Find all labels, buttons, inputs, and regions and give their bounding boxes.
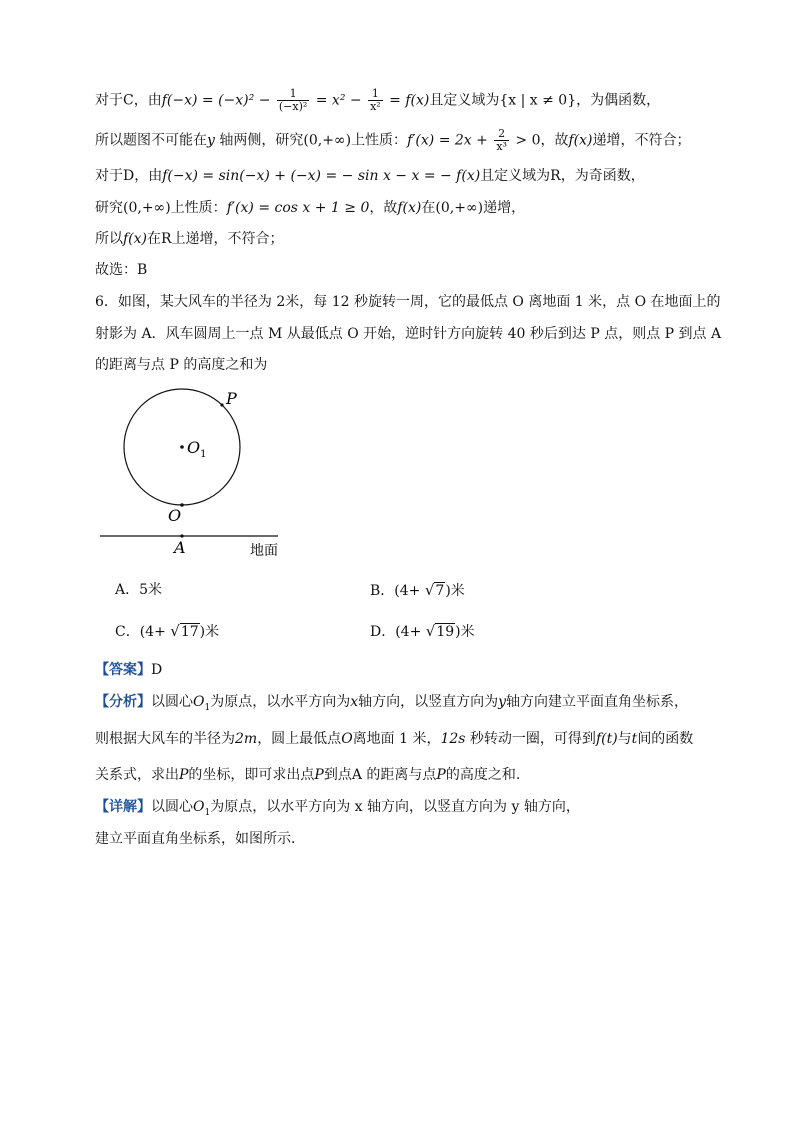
label-a: A — [174, 538, 186, 557]
label-p: P — [226, 389, 237, 408]
option-d: D．(4+ √19)米 — [370, 622, 475, 640]
detail-tag: 【详解】 — [95, 799, 151, 815]
analysis-line-1: 【分析】以圆心$O_1$为原点，以水平方向为x轴方向，以竖直方向为y轴方向建立平面直角坐标系， — [95, 694, 689, 713]
solution-choice: 故选：B — [95, 262, 148, 278]
question-6-line-2: 射影为 A．风车圆周上一点 M 从最低点 O 开始，逆时针方向旋转 40 秒后到达 P 点，则点 P 到点 A — [95, 326, 722, 342]
option-b: B．(4+ √7)米 — [370, 581, 465, 599]
answer-tag: 【答案】 — [95, 662, 151, 678]
analysis-line-3: 关系式，求出P的坐标，即可求出点P到点A 的距离与点P的高度之和. — [95, 767, 521, 783]
fraction: $\frac{2}{\text{x³}}$ — [496, 127, 507, 153]
solution-line-d-2: 研究(0,+∞)上性质：f′(x) = cos x + 1 ≥ 0，故f(x)在(0,+∞)递增， — [95, 200, 526, 216]
label-o1: $O_1$ — [187, 438, 207, 460]
answer-line — [95, 660, 162, 680]
center-dot — [180, 445, 184, 449]
solution-line-conclusion: 所以f(x)在R上递增，不符合； — [95, 231, 284, 247]
solution-line-d: 对于D，由f(−x) = sin(−x) + (−x) = − sin x − x = − f(x)且定义域为R，为奇函数， — [95, 168, 645, 184]
option-a: A．5米 — [115, 582, 163, 598]
label-ground: 地面 — [250, 543, 278, 559]
fraction: $\frac{1}{\text{(−x)²}}$ — [278, 87, 308, 113]
answer-value: D — [151, 662, 163, 678]
solution-line-c: 对于C，由f(−x) = (−x)² − $\frac{1}{\text{(−x)²}}$ = x² − $\frac{1}{\text{x²}}$ = f(x)且定义域为{x | x ≠ 0}，为偶函数， — [95, 87, 661, 113]
question-6-line-3: 的距离与点 P 的高度之和为 — [95, 357, 268, 373]
question-6-line-1: 6．如图，某大风车的半径为 2米，每 12 秒旋转一周，它的最低点 O 离地面 1 米，点 O 在地面上的 — [95, 294, 721, 310]
analysis-tag: 【分析】 — [95, 694, 151, 710]
point-p-dot — [220, 403, 223, 406]
option-c: C．(4+ √17)米 — [115, 622, 220, 640]
windmill-figure — [95, 385, 295, 560]
solution-line-c-2: 所以题图不可能在y 轴两侧，研究(0,+∞)上性质：f′(x) = 2x + $\frac{2}{\text{x³}}$ > 0，故f(x)递增，不符合； — [95, 127, 691, 153]
label-o: O — [168, 506, 182, 525]
fraction: $\frac{1}{\text{x²}}$ — [370, 87, 381, 113]
detail-line-1: 【详解】以圆心$O_1$为原点，以水平方向为 x 轴方向，以竖直方向为 y 轴方向， — [95, 799, 580, 818]
detail-line-2: 建立平面直角坐标系，如图所示． — [95, 831, 305, 847]
analysis-line-2: 则根据大风车的半径为2m，圆上最低点O离地面 1 米，12s 秒转动一圈，可得到f(t)与t间的函数 — [95, 731, 694, 747]
